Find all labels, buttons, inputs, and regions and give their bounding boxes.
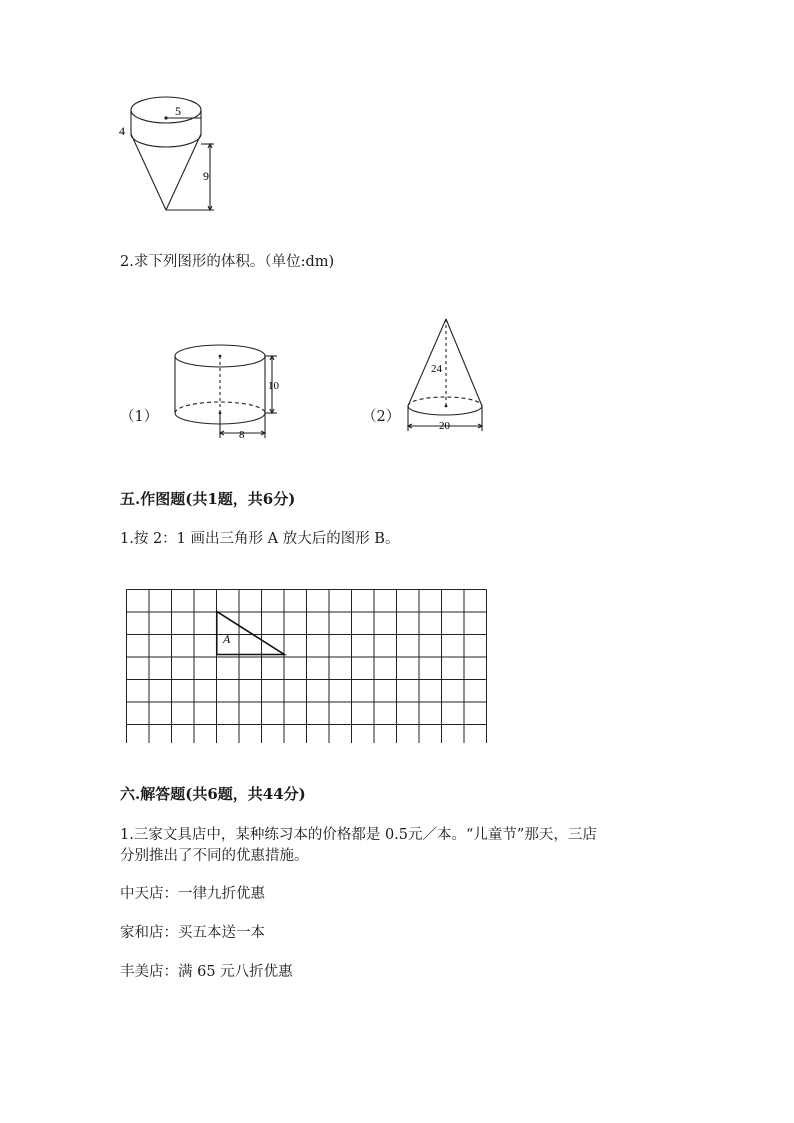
cone-figure — [400, 315, 490, 435]
figure-2-number: （2） — [362, 409, 401, 425]
cylinder-radius-8: 8 — [239, 429, 245, 441]
section-5-heading: 五.作图题(共1题，共6分) — [120, 490, 296, 508]
figure-1-number: （1） — [120, 409, 159, 425]
cylinder-figure — [165, 335, 290, 445]
cone-height-label: 9 — [203, 169, 209, 183]
store-fengmei: 丰美店：满 65 元八折优惠 — [120, 964, 293, 980]
radius-label: 5 — [175, 104, 181, 118]
question-2-prompt: 2.求下列图形的体积。（单位:dm) — [120, 254, 335, 270]
section-6-question-1-line-2: 分别推出了不同的优惠措施。 — [120, 848, 309, 864]
cylinder-height-10: 10 — [268, 380, 279, 392]
section-6-heading: 六.解答题(共6题，共44分) — [120, 785, 306, 803]
store-zhongtian: 中天店：一律九折优惠 — [120, 886, 265, 902]
section-5-question-1: 1.按 2：1 画出三角形 A 放大后的图形 B。 — [120, 531, 400, 547]
cylinder-height-label: 4 — [119, 124, 125, 138]
cone-diameter-20: 20 — [439, 420, 450, 432]
cylinder-cone-figure — [115, 90, 230, 220]
triangle-a-label: A — [223, 632, 231, 646]
section-6-question-1-line-1: 1.三家文具店中，某种练习本的价格都是 0.5元／本。“儿童节”那天，三店 — [120, 827, 597, 843]
drawing-grid — [125, 588, 491, 743]
cone-height-24: 24 — [431, 363, 442, 375]
store-jiahe: 家和店：买五本送一本 — [120, 925, 265, 941]
